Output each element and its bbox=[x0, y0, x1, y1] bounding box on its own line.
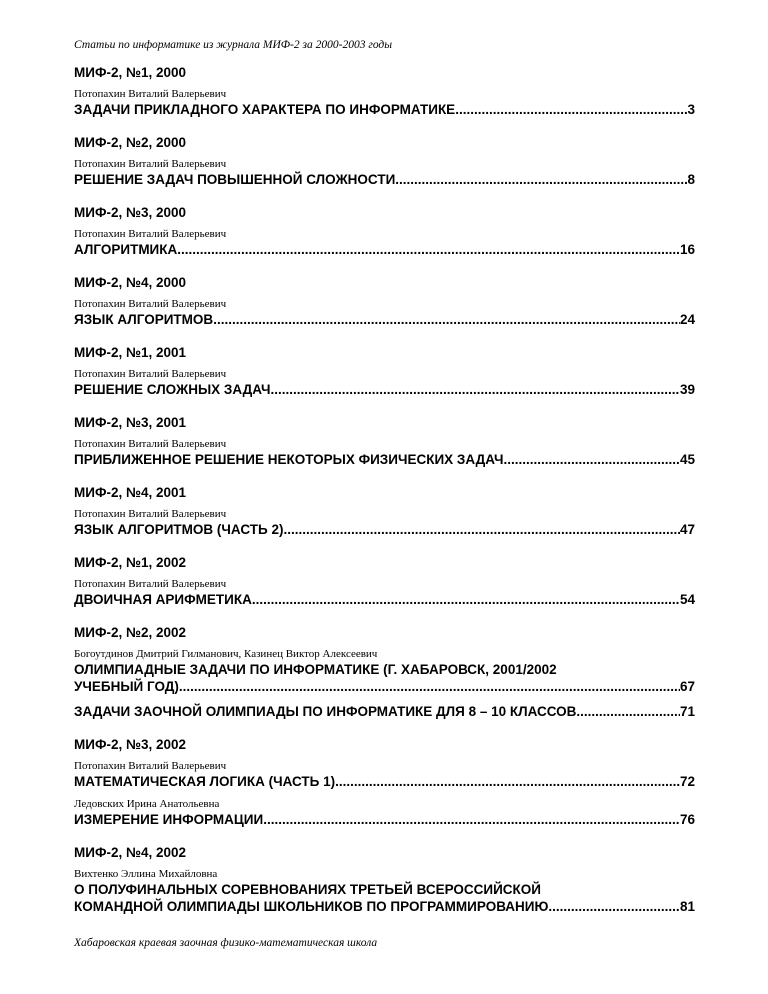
article-author: Потопахин Виталий Валерьевич bbox=[74, 88, 227, 100]
page-number: 54 bbox=[679, 592, 695, 607]
article-author: Потопахин Виталий Валерьевич bbox=[74, 228, 227, 240]
article-title: ЗАДАЧИ ПРИКЛАДНОГО ХАРАКТЕРА ПО ИНФОРМАТИКЕ bbox=[74, 102, 456, 117]
article-line bbox=[74, 241, 695, 258]
article-author: Потопахин Виталий Валерьевич bbox=[74, 578, 227, 590]
article-author: Богоутдинов Дмитрий Гилманович, Казинец Виктор Алексеевич bbox=[74, 648, 378, 660]
page-footer: Хабаровская краевая заочная физико-математическая школа bbox=[74, 937, 378, 949]
article-line bbox=[74, 451, 695, 468]
issue-title: МИФ-2, №4, 2002 bbox=[74, 845, 187, 860]
toc-entry[interactable] bbox=[74, 868, 695, 915]
dot-leader bbox=[548, 898, 680, 915]
issue-section bbox=[74, 344, 695, 398]
page-number: 45 bbox=[679, 452, 695, 467]
toc-entry[interactable] bbox=[74, 508, 695, 538]
page-number: 16 bbox=[679, 242, 695, 257]
dot-leader bbox=[270, 381, 680, 398]
dot-leader bbox=[576, 703, 680, 720]
issue-section bbox=[74, 414, 695, 468]
article-title: РЕШЕНИЕ СЛОЖНЫХ ЗАДАЧ bbox=[74, 382, 271, 397]
dot-leader bbox=[179, 678, 680, 695]
article-line bbox=[74, 521, 695, 538]
toc-entry[interactable] bbox=[74, 760, 695, 790]
article-title: ЯЗЫК АЛГОРИТМОВ (ЧАСТЬ 2) bbox=[74, 522, 284, 537]
article-line bbox=[74, 591, 695, 608]
article-title: УЧЕБНЫЙ ГОД) bbox=[74, 679, 179, 694]
article-title-line: ОЛИМПИАДНЫЕ ЗАДАЧИ ПО ИНФОРМАТИКЕ (Г. ХАБАРОВСК, 2001/2002 bbox=[74, 662, 557, 677]
article-title: КОМАНДНОЙ ОЛИМПИАДЫ ШКОЛЬНИКОВ ПО ПРОГРАММИРОВАНИЮ bbox=[74, 899, 549, 914]
article-line bbox=[74, 898, 695, 915]
dot-leader bbox=[335, 773, 680, 790]
dot-leader bbox=[177, 241, 680, 258]
toc-entry[interactable] bbox=[74, 438, 695, 468]
toc-entry[interactable] bbox=[74, 228, 695, 258]
issue-title: МИФ-2, №3, 2001 bbox=[74, 415, 187, 430]
page-header: Статьи по информатике из журнала МИФ-2 за 2000-2003 годы bbox=[74, 39, 393, 51]
page-number: 24 bbox=[679, 312, 695, 327]
dot-leader bbox=[263, 811, 680, 828]
article-title: ДВОИЧНАЯ АРИФМЕТИКА bbox=[74, 592, 252, 607]
issue-title: МИФ-2, №1, 2001 bbox=[74, 345, 187, 360]
article-title: ЗАДАЧИ ЗАОЧНОЙ ОЛИМПИАДЫ ПО ИНФОРМАТИКЕ ДЛЯ 8 – 10 КЛАССОВ bbox=[74, 704, 577, 719]
toc-entry[interactable] bbox=[74, 298, 695, 328]
dot-leader bbox=[455, 101, 687, 118]
page-number: 8 bbox=[687, 172, 695, 187]
toc-entry[interactable] bbox=[74, 798, 695, 828]
article-author: Потопахин Виталий Валерьевич bbox=[74, 158, 227, 170]
article-title-line: О ПОЛУФИНАЛЬНЫХ СОРЕВНОВАНИЯХ ТРЕТЬЕЙ ВСЕРОССИЙСКОЙ bbox=[74, 882, 541, 897]
issue-title: МИФ-2, №4, 2001 bbox=[74, 485, 187, 500]
article-line bbox=[74, 773, 695, 790]
issue-section bbox=[74, 64, 695, 118]
dot-leader bbox=[395, 171, 687, 188]
dot-leader bbox=[252, 591, 680, 608]
article-title: ЯЗЫК АЛГОРИТМОВ bbox=[74, 312, 214, 327]
toc-entry[interactable] bbox=[74, 703, 695, 720]
article-line bbox=[74, 311, 695, 328]
article-title: МАТЕМАТИЧЕСКАЯ ЛОГИКА (ЧАСТЬ 1) bbox=[74, 774, 336, 789]
page-number: 67 bbox=[679, 679, 695, 694]
issue-title: МИФ-2, №2, 2000 bbox=[74, 135, 187, 150]
article-title: ПРИБЛИЖЕННОЕ РЕШЕНИЕ НЕКОТОРЫХ ФИЗИЧЕСКИХ ЗАДАЧ bbox=[74, 452, 504, 467]
article-author: Ледовских Ирина Анатольевна bbox=[74, 798, 220, 810]
issue-section bbox=[74, 484, 695, 538]
issue-title: МИФ-2, №2, 2002 bbox=[74, 625, 187, 640]
dot-leader bbox=[503, 451, 680, 468]
toc-entry[interactable] bbox=[74, 578, 695, 608]
toc-entry[interactable] bbox=[74, 158, 695, 188]
article-line bbox=[74, 811, 695, 828]
article-line bbox=[74, 381, 695, 398]
article-line bbox=[74, 703, 695, 720]
issue-section bbox=[74, 844, 695, 915]
issue-section bbox=[74, 274, 695, 328]
issue-title: МИФ-2, №1, 2000 bbox=[74, 65, 187, 80]
article-title: РЕШЕНИЕ ЗАДАЧ ПОВЫШЕННОЙ СЛОЖНОСТИ bbox=[74, 172, 396, 187]
page-number: 71 bbox=[679, 704, 695, 719]
toc-entry[interactable] bbox=[74, 648, 695, 695]
issue-section bbox=[74, 736, 695, 828]
article-author: Потопахин Виталий Валерьевич bbox=[74, 508, 227, 520]
article-line bbox=[74, 101, 695, 118]
issue-section bbox=[74, 624, 695, 720]
toc-entry[interactable] bbox=[74, 368, 695, 398]
issue-title: МИФ-2, №4, 2000 bbox=[74, 275, 187, 290]
article-line bbox=[74, 678, 695, 695]
article-author: Потопахин Виталий Валерьевич bbox=[74, 760, 227, 772]
page-number: 76 bbox=[679, 812, 695, 827]
issue-section bbox=[74, 134, 695, 188]
issue-title: МИФ-2, №1, 2002 bbox=[74, 555, 187, 570]
article-title: ИЗМЕРЕНИЕ ИНФОРМАЦИИ bbox=[74, 812, 264, 827]
issue-title: МИФ-2, №3, 2000 bbox=[74, 205, 187, 220]
page-number: 72 bbox=[679, 774, 695, 789]
article-author: Потопахин Виталий Валерьевич bbox=[74, 298, 227, 310]
issue-title: МИФ-2, №3, 2002 bbox=[74, 737, 187, 752]
article-line bbox=[74, 171, 695, 188]
article-author: Вихтенко Эллина Михайловна bbox=[74, 868, 218, 880]
toc-entry[interactable] bbox=[74, 88, 695, 118]
page-number: 39 bbox=[679, 382, 695, 397]
dot-leader bbox=[283, 521, 680, 538]
issue-section bbox=[74, 204, 695, 258]
table-of-contents bbox=[74, 64, 695, 931]
page-number: 47 bbox=[679, 522, 695, 537]
article-title: АЛГОРИТМИКА bbox=[74, 242, 178, 257]
article-author: Потопахин Виталий Валерьевич bbox=[74, 438, 227, 450]
article-author: Потопахин Виталий Валерьевич bbox=[74, 368, 227, 380]
issue-section bbox=[74, 554, 695, 608]
page-number: 81 bbox=[679, 899, 695, 914]
page-number: 3 bbox=[687, 102, 695, 117]
dot-leader bbox=[213, 311, 680, 328]
